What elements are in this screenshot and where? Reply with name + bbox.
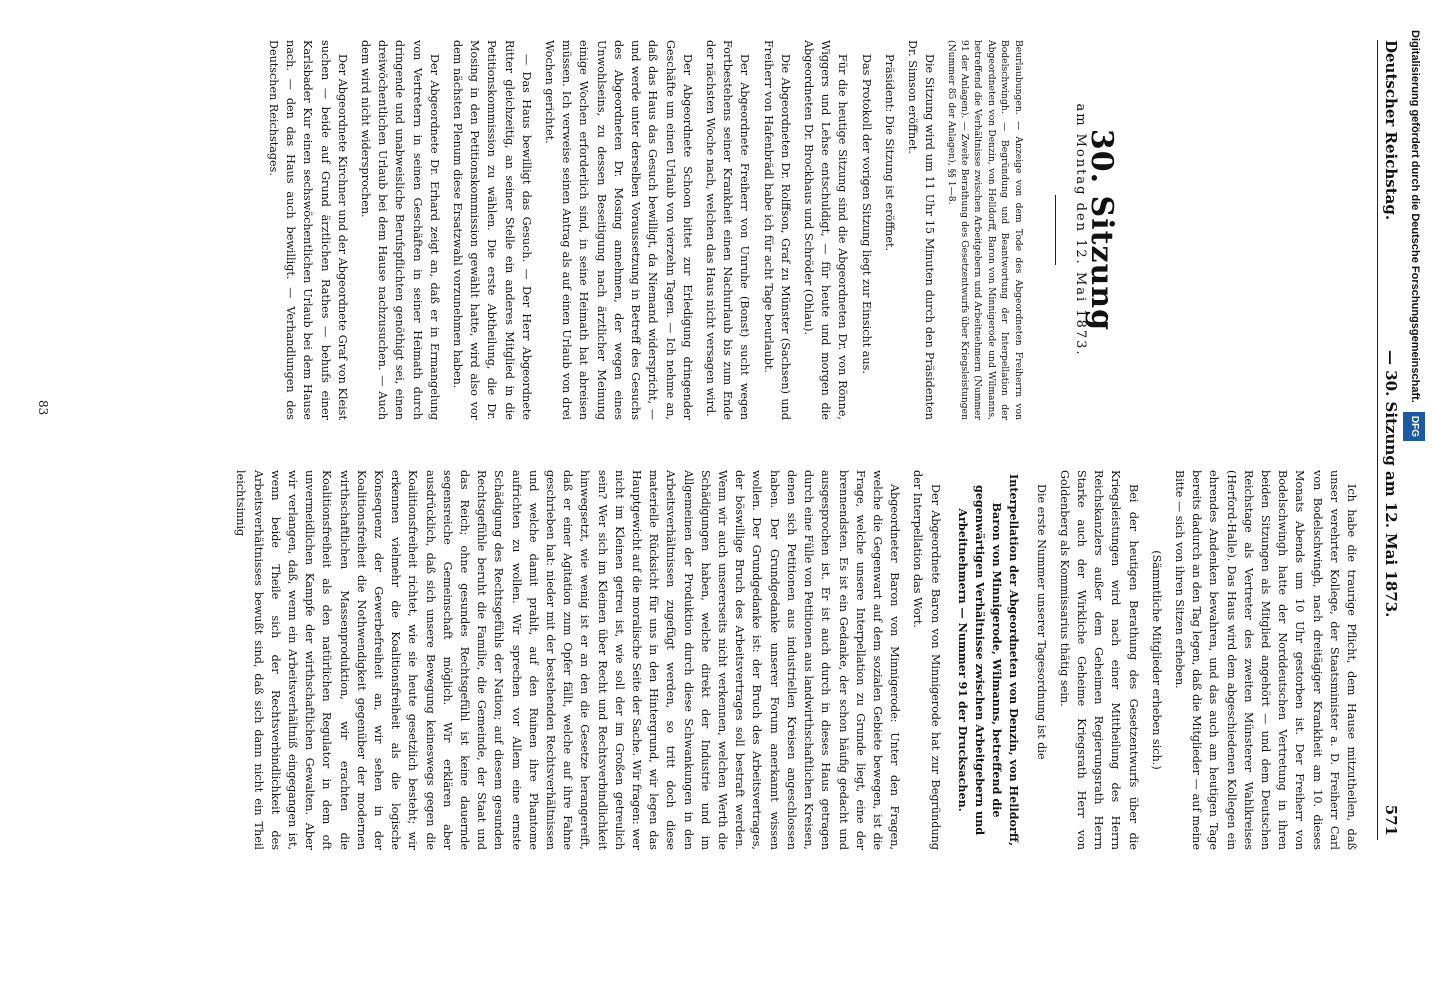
right-paragraph: Bei der heutigen Berathung des Gesetzentwurfs über die Kriegsleistungen wird nach einer Mittheilung des Herrn Reichskanzlers außer dem Geheimen Regierungsrath Herrn Starke auch der Wirkliche Geheime Kriegsrath Herr von Goldenberg als Kommissarius thätig sein. — [1057, 470, 1140, 850]
left-paragraph: Der Abgeordnete Freiherr von Unruhe (Bonst) sucht wegen Fortbestehens seiner Krankheit einen Nachurlaub bis zum Ende der nächsten Woche nach, welchen das Haus nicht versagen wird. — [703, 40, 752, 420]
right-paragraph: Der Abgeordnete Baron von Minnigerode hat zur Begründung der Interpellation das Wort. — [911, 470, 942, 850]
header-title: Deutscher Reichstag. — [1382, 40, 1400, 221]
right-paragraph: Abgeordneter Baron von Minnigerode: Unter den Fragen, welche die Gegenwart auf dem sozialen Gebiete bewegen, ist die Frage, welche unsere Interpellation zu Grunde liegt, eine der brennendsten. Es ist ein Gedanke, der schon häufig gedacht und ausgesprochen ist. Er ist auch durch in dieses Haus getragen durch eine Fülle von Petitionen aus landwirthschaftlichen Kreisen, denen sich Petitionen aus industriellen Kreisen angeschlossen haben. Der Grundgedanke unserer Forum anerkannt wissen wollen. Der Grundgedanke ist: der Bruch des Arbeitsvertrages, der böswillige Bruch des Arbeitsvertrages soll bestraft werden. Wenn wir auch unsererseits nicht verkennen, welchen Werth die Schädigungen haben, welche direkt der Industrie und im Allgemeinen der Produktion durch diese Schwankungen in den Arbeitsverhältnissen zugefügt werden, so tritt doch diese materielle Rücksicht für uns in den Hintergrund, wir legen das Hauptgewicht auf die moralische Seite der Sache. Wir fragen: wer nicht im Kleinen getreu ist, wie soll der im Großen getreulich sein? Wer sich im Kleinen über Recht und Rechtsverbindlichkeit hinwegsetzt, wie wenig ist er an den die Gesetze herangereift, daß er einer Agitation zum Opfer fällt, welche auf ihre Fahne geschrieben hat: nieder mit der bestehenden Rechtsverhältnissen und welche damit prahlt, auf den Ruinen ihre Phantome aufrichten zu wollen. Wir sprechen vor Allem eine ernste Schädigung des Rechtsgefühls der Nation; auf diesem gesunden Rechtsgefühle beruht die Familie, die Gemeinde, der Staat und das Reich; ohne gesundes Rechtsgefühl ist keine dauernde segensreiche Gemeinschaft möglich. Wir erklären aber ausdrücklich, daß sich unsere Bewegung keineswegs gegen die Koalitionsfreiheit richtet, wie sie heute gesetzlich besteht; wir erkennen vielmehr die Koalitionsfreiheit als die logische Konsequenz der Gewerbefreiheit an, wir sehen in der Koalitionsfreiheit die Nothwendigkeit gegenüber der modernen wirthschaftlichen Massenproduktion, wir erachten die Koalitionsfreiheit als den natürlichen Regulator in dem oft unvermeidlichen Kampfe der wirthschaftlichen Gewalten. Aber wir verlangen, daß, wenn ein Arbeitsverhältniß eingegangen ist, wenn beide Theile sich der Rechtsverbindlichkeit des Arbeitsverhältnisses bewußt sind, daß sich dann nicht ein Theil leichtsinnig — [234, 470, 902, 850]
session-title: 30. Sitzung — [1084, 128, 1119, 332]
right-paragraph: (Sämmtliche Mitglieder erheben sich.) — [1149, 550, 1163, 770]
interpellation-heading: Interpellation der Abgeordneten von Denzin, von Helldorff, Baron von Minnigerode, Wilmanns, betreffend die gegenwärtigen Verhältnisse zwischen Arbeitgebern und Arbeitnehmern — Nummer 91 der Drucksachen. — [955, 474, 1022, 846]
right-paragraph: Ich habe die traurige Pflicht, dem Hause mitzutheilen, daß unser verehrter Kollege, der Staatsminister a. D. Freiherr Carl von Bodelschwingh, nach dreitägiger Krankheit am 10. dieses Monats Abends um 10 Uhr gestorben ist. Der Freiherr von Bodelschwingh hatte der Norddeutschen Vertretung in ihren beiden Sitzungen als Mitglied angehört — und dem Deutschen Reichstage als Vertreter des zweiten Münsterer Wahlkreises (Herford-Halle). Das Haus wird dem abgeschiedenen Kollegen ein ehrendes Andenken bewahren, und das auch am heutigen Tage bereits dadurch an den Tag legen, daß die Mitglieder — auf meine Bitte — sich von ihren Sitzen erheben. — [1172, 470, 1358, 850]
left-column — [259, 40, 1360, 420]
title-rule — [1055, 195, 1056, 265]
left-paragraph: Der Abgeordnete Kirchner und der Abgeordnete Graf von Kleist suchen — beide auf Grund ärztlichen Rathes — behufs einer Karlsbader Kur einen sechswöchentlichen Urlaub bei dem Hause nach. — den das Haus auch bewilligt. — Verhandlungen des Deutschen Reichstages. — [267, 40, 349, 420]
left-paragraph: — Das Haus bewilligt das Gesuch. — Der Herr Abgeordnete Ritter gleichzeitig, an seiner Stelle ein anderes Mitglied in die Petitionskommission zu wählen. Die erste Abtheilung, die Dr. Mosing in den Petitionskommission gewählt hatte, wird also vor dem nächsten Plenum diese Ersatzwahl vorzunehmen haben. — [451, 40, 533, 420]
page-header — [1377, 40, 1400, 840]
credit-text: Digitalisierung gefördert durch die Deutsche Forschungsgemeinschaft. — [1409, 30, 1421, 403]
footer-page-number: 83 — [36, 400, 50, 416]
right-column — [226, 470, 1360, 850]
right-paragraph: Die erste Nummer unserer Tagesordnung ist die — [1034, 484, 1048, 760]
left-paragraph: Der Abgeordnete Dr. Erhard zeigt an, daß er in Ermangelung von Vertretern in seinen Geschäften in seiner Heimath durch dringende und unabweisliche Berufspflichten genöthigt sei, einen dreiwöchentlichen Urlaub bei dem Hause nachzusuchen. — Auch dem wird nicht widersprochen. — [359, 40, 441, 420]
left-paragraph: Das Protokoll der vorigen Sitzung liegt zur Einsicht aus. — [859, 54, 873, 374]
left-paragraph: Die Abgeordneten Dr. Rolffson, Graf zu Münster (Sachsen) und Freiherr von Hafenbrädl habe ich für acht Tage beurlaubt. — [761, 40, 792, 420]
agenda-summary: Beurlaubungen. — Anzeige von dem Tode des Abgeordneten Freiherrn von Bodelschwingh. — Begründung und Beantwortung der Interpellation der Abgeordneten von Denzin, von Helldorff, Baron von Minnigerode und Wilmanns, betreffend die Verhältnisse zwischen Arbeitgebern und Arbeitnehmern (Nummer 91 der Anlagen). — Zweite Berathung des Gesetzentwurfs über Kriegsleistungen (Nummer 85 der Anlagen), §§ 1—8. — [945, 40, 1024, 420]
left-paragraph: Für die heutige Sitzung sind die Abgeordneten Dr. von Rönne, Wiggers und Lehse entschuldigt, — für heute und morgen die Abgeordneten Dr. Brockhaus und Schröder (Ohlau). — [801, 40, 850, 420]
dfg-logo: DFG — [1403, 412, 1425, 441]
session-date: am Montag den 12. Mai 1873. — [1072, 103, 1088, 357]
header-page-number: 571 — [1382, 804, 1400, 836]
left-paragraph: Der Abgeordnete Schoon bittet zur Erledigung dringender Geschäfte um einen Urlaub von vierzehn Tagen. — Ich nehme an, daß das Haus das Gesuch bewilligt, da Niemand widerspricht, — und werde unter derselben Voraussetzung in Betreff des Gesuchs des Abgeordneten Dr. Mosing annehmen, der wegen eines Unwohlseins, zu dessen Beseitigung nach ärztlicher Meinung einige Wochen erforderlich sind, in seine Heimath hat abreisen müssen. Ich verweise seinen Antrag als auf einen Urlaub von drei Wochen gerichtet. — [543, 40, 694, 420]
left-paragraph: Präsident: Die Sitzung ist eröffnet. — [882, 54, 896, 252]
digitization-credit — [1404, 30, 1426, 970]
header-session: — 30. Sitzung am 12. Mai 1873. — [1382, 350, 1400, 618]
left-paragraph: Die Sitzung wird um 11 Uhr 15 Minuten durch den Präsidenten Dr. Simson eröffnet. — [905, 40, 937, 420]
